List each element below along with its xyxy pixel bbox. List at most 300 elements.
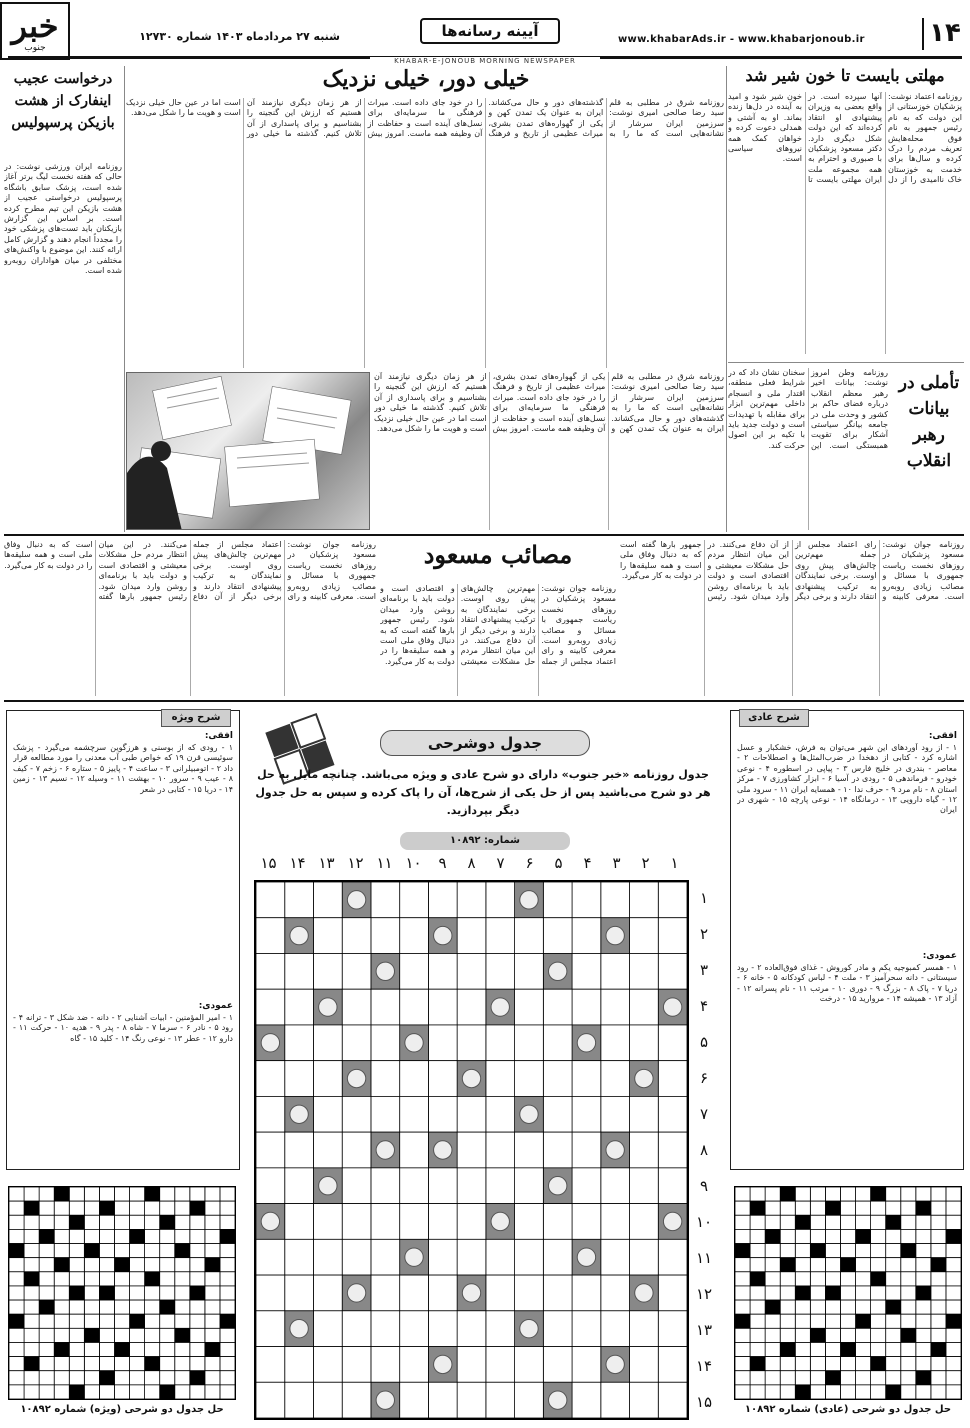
grid-block-cell bbox=[190, 1371, 205, 1385]
article-5-body: روزنامه جوان نوشت: مسعود پزشکیان در روزهای نخست ریاست جمهوری با مسائل و مصائب زیادی روبه‌رو است. معرفی کابینه و رای اعتماد مجلس از جمله مهم‌ترین چالش‌های پیش روی اوست. برخی نمایندگان به ترکیب پیشنهادی انتقاد دارند و برخی دیگر از آن دفاع می‌کنند. در این میان انتظار مردم حل مشکلات معیشتی و اقتصادی است و دولت باید با برنامه‌ای روشن وارد میدان شود. رئیس جمهور بارها گفته است که به دنبال وفاق ملی است و همه سلیقه‌ها را در دولت به کار می‌گیرد. bbox=[620, 540, 964, 602]
grid-cell bbox=[856, 1187, 871, 1201]
grid-cell bbox=[630, 1168, 659, 1204]
grid-cell bbox=[39, 1201, 54, 1215]
grid-cell bbox=[572, 1096, 601, 1132]
grid-cell bbox=[931, 1201, 946, 1215]
rose-block-icon bbox=[577, 1034, 595, 1052]
grid-cell bbox=[428, 989, 457, 1025]
grid-cell bbox=[69, 1314, 84, 1328]
grid-block-cell bbox=[205, 1258, 220, 1272]
grid-cell bbox=[9, 1371, 24, 1385]
normal-vertical-clues: ۱ - همسر کمبوجیه یکم و مادر کوروش - غذای فوق‌العاده ۲ - رود سیستانی - دانه سحرآمیز ۳ - ملت ۴ - لباس کودکانه ۵ - خانه ۶ - دریا ۷ - پاک ۸ - بزرگ ۹ - دوری ۱۰ - مرتب ۱۱ - نام پسرانه ۱۲ - آزاد ۱۳ - همیشه ۱۴ - مروارید ۱۵ - درخت bbox=[737, 963, 957, 1004]
rose-block-icon bbox=[405, 1248, 423, 1266]
grid-cell bbox=[658, 1025, 687, 1061]
grid-cell bbox=[901, 1371, 916, 1385]
grid-cell bbox=[428, 1096, 457, 1132]
grid-cell bbox=[750, 1300, 765, 1314]
grid-block-cell bbox=[175, 1244, 190, 1258]
grid-cell bbox=[515, 918, 544, 954]
grid-cell bbox=[840, 1215, 855, 1229]
grid-cell bbox=[342, 1347, 371, 1383]
grid-cell bbox=[371, 1204, 400, 1240]
grid-cell bbox=[457, 1382, 486, 1418]
grid-cell bbox=[543, 1239, 572, 1275]
grid-cell bbox=[130, 1300, 145, 1314]
grid-cell bbox=[24, 1215, 39, 1229]
grid-cell bbox=[601, 989, 630, 1025]
grid-cell bbox=[735, 1328, 750, 1342]
grid-cell bbox=[486, 1025, 515, 1061]
grid-cell bbox=[69, 1300, 84, 1314]
grid-cell bbox=[765, 1371, 780, 1385]
grid-cell bbox=[256, 1096, 285, 1132]
grid-cell bbox=[160, 1357, 175, 1371]
grid-block-cell bbox=[795, 1385, 810, 1399]
grid-cell bbox=[175, 1201, 190, 1215]
grid-cell bbox=[130, 1258, 145, 1272]
rose-block-icon bbox=[319, 1177, 337, 1195]
grid-cell bbox=[601, 1061, 630, 1097]
grid-block-cell bbox=[750, 1201, 765, 1215]
grid-cell bbox=[69, 1357, 84, 1371]
grid-cell bbox=[916, 1328, 931, 1342]
grid-cell bbox=[901, 1229, 916, 1243]
grid-cell bbox=[457, 1168, 486, 1204]
grid-cell bbox=[572, 1168, 601, 1204]
grid-block-cell bbox=[780, 1342, 795, 1356]
grid-cell bbox=[84, 1272, 99, 1286]
rose-block-icon bbox=[347, 1069, 365, 1087]
grid-cell bbox=[886, 1342, 901, 1356]
grid-cell bbox=[486, 918, 515, 954]
grid-row-number: ۸ bbox=[699, 1141, 709, 1159]
grid-block-cell bbox=[810, 1328, 825, 1342]
grid-cell bbox=[9, 1300, 24, 1314]
grid-cell bbox=[515, 1275, 544, 1311]
grid-cell bbox=[630, 989, 659, 1025]
grid-block-cell bbox=[750, 1272, 765, 1286]
grid-block-cell bbox=[886, 1385, 901, 1399]
grid-cell bbox=[543, 1275, 572, 1311]
grid-cell bbox=[160, 1201, 175, 1215]
normal-vertical-label: عمودی: bbox=[922, 951, 957, 961]
grid-row-number: ۲ bbox=[699, 925, 709, 943]
grid-cell bbox=[795, 1201, 810, 1215]
grid-block-cell bbox=[901, 1328, 916, 1342]
grid-cell bbox=[572, 1132, 601, 1168]
grid-cell bbox=[457, 953, 486, 989]
crossword-grid[interactable] bbox=[254, 880, 689, 1420]
solution-grid-special bbox=[8, 1186, 236, 1400]
grid-cell bbox=[457, 989, 486, 1025]
grid-block-cell bbox=[886, 1300, 901, 1314]
grid-cell bbox=[342, 1168, 371, 1204]
grid-cell bbox=[84, 1258, 99, 1272]
grid-cell bbox=[601, 1275, 630, 1311]
grid-cell bbox=[750, 1342, 765, 1356]
grid-cell bbox=[795, 1258, 810, 1272]
grid-cell bbox=[342, 1025, 371, 1061]
grid-cell bbox=[285, 1239, 314, 1275]
grid-cell bbox=[931, 1215, 946, 1229]
rose-block-icon bbox=[606, 1355, 624, 1373]
grid-cell bbox=[69, 1187, 84, 1201]
grid-cell bbox=[735, 1342, 750, 1356]
grid-cell bbox=[190, 1300, 205, 1314]
grid-cell bbox=[220, 1201, 235, 1215]
grid-cell bbox=[931, 1244, 946, 1258]
grid-cell bbox=[313, 918, 342, 954]
grid-cell bbox=[39, 1244, 54, 1258]
grid-cell bbox=[130, 1286, 145, 1300]
grid-cell bbox=[780, 1300, 795, 1314]
grid-cell bbox=[313, 1347, 342, 1383]
grid-cell bbox=[810, 1385, 825, 1399]
grid-cell bbox=[130, 1215, 145, 1229]
special-vertical-label: عمودی: bbox=[198, 1001, 233, 1011]
grid-cell bbox=[285, 1132, 314, 1168]
grid-cell bbox=[99, 1187, 114, 1201]
grid-row-number: ۴ bbox=[699, 997, 709, 1015]
grid-cell bbox=[572, 1061, 601, 1097]
grid-block-cell bbox=[145, 1187, 160, 1201]
grid-block-cell bbox=[750, 1357, 765, 1371]
grid-cell bbox=[39, 1314, 54, 1328]
grid-cell bbox=[54, 1300, 69, 1314]
grid-cell bbox=[160, 1244, 175, 1258]
grid-block-cell bbox=[946, 1229, 961, 1243]
grid-block-cell bbox=[160, 1300, 175, 1314]
grid-block-cell bbox=[871, 1187, 886, 1201]
article-3-title: خیلی دور، خیلی نزدیک bbox=[322, 66, 530, 92]
rose-block-icon bbox=[635, 1284, 653, 1302]
grid-cell bbox=[810, 1314, 825, 1328]
grid-cell bbox=[750, 1314, 765, 1328]
grid-cell bbox=[84, 1187, 99, 1201]
grid-block-cell bbox=[916, 1371, 931, 1385]
grid-cell bbox=[901, 1385, 916, 1399]
article-5-body-mid: روزنامه جوان نوشت: مسعود پزشکیان در روزهای نخست ریاست جمهوری با مسائل و مصائب زیادی روبه‌رو است. معرفی کابینه و رای اعتماد مجلس از جمله مهم‌ترین چالش‌های پیش روی اوست. برخی نمایندگان به ترکیب پیشنهادی انتقاد دارند و برخی دیگر از آن دفاع می‌کنند. در این میان انتظار مردم حل مشکلات معیشتی و اقتصادی است و دولت باید با برنامه‌ای روشن وارد میدان شود. رئیس جمهور بارها گفته است که به دنبال وفاق ملی است و همه سلیقه‌ها را در دولت به کار می‌گیرد. bbox=[380, 584, 616, 666]
grid-cell bbox=[175, 1229, 190, 1243]
grid-cell bbox=[840, 1286, 855, 1300]
puzzle-title: جدول دوشرحی bbox=[380, 730, 590, 756]
grid-row-number: ۱ bbox=[699, 889, 709, 907]
rose-block-icon bbox=[347, 891, 365, 909]
grid-cell bbox=[658, 1096, 687, 1132]
rose-block-icon bbox=[520, 891, 538, 909]
grid-cell bbox=[130, 1187, 145, 1201]
grid-cell bbox=[39, 1328, 54, 1342]
rose-block-icon bbox=[549, 1177, 567, 1195]
page-number: ۱۴ bbox=[922, 18, 966, 50]
grid-cell bbox=[780, 1286, 795, 1300]
grid-cell bbox=[735, 1187, 750, 1201]
grid-cell bbox=[99, 1272, 114, 1286]
grid-cell bbox=[457, 1096, 486, 1132]
grid-cell bbox=[750, 1229, 765, 1243]
banner-text: KHABAR-E-JONOUB MORNING NEWSPAPER bbox=[370, 57, 600, 67]
grid-cell bbox=[24, 1342, 39, 1356]
grid-cell bbox=[601, 1168, 630, 1204]
grid-cell bbox=[886, 1371, 901, 1385]
grid-cell bbox=[285, 1061, 314, 1097]
grid-cell bbox=[84, 1286, 99, 1300]
grid-cell bbox=[871, 1286, 886, 1300]
grid-cell bbox=[160, 1272, 175, 1286]
grid-cell bbox=[543, 1311, 572, 1347]
grid-cell bbox=[205, 1215, 220, 1229]
grid-cell bbox=[630, 1239, 659, 1275]
grid-cell bbox=[428, 1025, 457, 1061]
grid-cell bbox=[572, 1382, 601, 1418]
grid-cell bbox=[840, 1201, 855, 1215]
grid-cell bbox=[145, 1244, 160, 1258]
grid-cell bbox=[9, 1258, 24, 1272]
grid-cell bbox=[371, 989, 400, 1025]
grid-cell bbox=[190, 1187, 205, 1201]
grid-cell bbox=[69, 1229, 84, 1243]
grid-cell bbox=[735, 1286, 750, 1300]
grid-cell bbox=[750, 1328, 765, 1342]
grid-cell bbox=[371, 1061, 400, 1097]
grid-cell bbox=[54, 1385, 69, 1399]
grid-cell bbox=[220, 1215, 235, 1229]
grid-cell bbox=[54, 1244, 69, 1258]
grid-cell bbox=[886, 1314, 901, 1328]
grid-cell bbox=[256, 1132, 285, 1168]
grid-cell bbox=[205, 1286, 220, 1300]
grid-cell bbox=[39, 1342, 54, 1356]
article-2-title: تأملی در بیانات رهبر انقلاب bbox=[898, 373, 960, 471]
grid-cell bbox=[285, 1275, 314, 1311]
grid-cell bbox=[856, 1328, 871, 1342]
grid-cell bbox=[901, 1357, 916, 1371]
grid-block-cell bbox=[69, 1286, 84, 1300]
grid-cell bbox=[916, 1314, 931, 1328]
grid-cell bbox=[256, 953, 285, 989]
grid-cell bbox=[765, 1342, 780, 1356]
grid-cell bbox=[190, 1342, 205, 1356]
crossword-grid-svg bbox=[256, 882, 687, 1418]
grid-block-cell bbox=[24, 1272, 39, 1286]
grid-cell bbox=[160, 1342, 175, 1356]
grid-cell bbox=[515, 953, 544, 989]
grid-cell bbox=[825, 1215, 840, 1229]
grid-block-cell bbox=[160, 1385, 175, 1399]
grid-block-cell bbox=[886, 1215, 901, 1229]
grid-cell bbox=[175, 1342, 190, 1356]
grid-cell bbox=[84, 1385, 99, 1399]
rose-block-icon bbox=[261, 1212, 279, 1230]
grid-cell bbox=[780, 1201, 795, 1215]
grid-cell bbox=[795, 1314, 810, 1328]
grid-cell bbox=[630, 1096, 659, 1132]
grid-cell bbox=[856, 1244, 871, 1258]
special-clues-label: شرح ویژه bbox=[161, 709, 231, 727]
grid-cell bbox=[457, 918, 486, 954]
grid-block-cell bbox=[99, 1286, 114, 1300]
article-4-body: روزنامه ایران ورزشی نوشت: در حالی که هفته نخست لیگ برتر آغاز شده است، پزشک سابق باشگاه پرسپولیس درخواستی عجیب از هشت بازیکن این تیم مطرح کرده است. بر اساس این گزارش بازیکنان باید تست‌های پزشکی خود را مجدداً انجام دهند و گزارش کامل ارائه کنند. این موضوع با واکنش‌های مختلفی در میان هواداران روبه‌رو شده است. bbox=[4, 162, 122, 276]
grid-cell bbox=[54, 1328, 69, 1342]
grid-cell bbox=[825, 1272, 840, 1286]
grid-cell bbox=[630, 1132, 659, 1168]
grid-block-cell bbox=[931, 1342, 946, 1356]
grid-cell bbox=[572, 882, 601, 918]
grid-cell bbox=[39, 1258, 54, 1272]
grid-cell bbox=[601, 882, 630, 918]
grid-cell bbox=[931, 1187, 946, 1201]
grid-cell bbox=[871, 1328, 886, 1342]
grid-cell bbox=[780, 1328, 795, 1342]
grid-block-cell bbox=[735, 1314, 750, 1328]
grid-row-number: ۱۱ bbox=[695, 1249, 713, 1267]
grid-cell bbox=[916, 1244, 931, 1258]
grid-block-cell bbox=[220, 1314, 235, 1328]
grid-cell bbox=[886, 1357, 901, 1371]
grid-cell bbox=[901, 1286, 916, 1300]
grid-cell bbox=[400, 882, 429, 918]
grid-block-cell bbox=[160, 1215, 175, 1229]
grid-cell bbox=[313, 1311, 342, 1347]
rose-block-icon bbox=[663, 998, 681, 1016]
special-horizontal-label: افقی: bbox=[204, 731, 233, 741]
grid-cell bbox=[99, 1215, 114, 1229]
grid-cell bbox=[220, 1371, 235, 1385]
grid-cell bbox=[840, 1187, 855, 1201]
grid-cell bbox=[486, 1311, 515, 1347]
grid-cell bbox=[9, 1229, 24, 1243]
grid-block-cell bbox=[825, 1201, 840, 1215]
grid-cell bbox=[871, 1215, 886, 1229]
grid-cell bbox=[160, 1371, 175, 1385]
grid-cell bbox=[901, 1215, 916, 1229]
grid-cell bbox=[160, 1286, 175, 1300]
grid-cell bbox=[205, 1385, 220, 1399]
grid-cell bbox=[825, 1258, 840, 1272]
rose-block-icon bbox=[520, 1105, 538, 1123]
grid-cell bbox=[190, 1258, 205, 1272]
grid-cell bbox=[486, 1382, 515, 1418]
grid-cell bbox=[901, 1201, 916, 1215]
grid-cell bbox=[24, 1385, 39, 1399]
grid-cell bbox=[342, 1132, 371, 1168]
grid-cell bbox=[515, 1025, 544, 1061]
grid-cell bbox=[901, 1272, 916, 1286]
grid-cell bbox=[916, 1187, 931, 1201]
grid-cell bbox=[342, 1204, 371, 1240]
grid-cell bbox=[9, 1272, 24, 1286]
grid-cell bbox=[658, 918, 687, 954]
grid-cell bbox=[130, 1272, 145, 1286]
grid-cell bbox=[256, 1239, 285, 1275]
grid-cell bbox=[39, 1187, 54, 1201]
grid-cell bbox=[886, 1272, 901, 1286]
grid-cell bbox=[856, 1201, 871, 1215]
grid-block-cell bbox=[9, 1244, 24, 1258]
solution-grid-normal bbox=[734, 1186, 962, 1400]
rose-block-icon bbox=[405, 1034, 423, 1052]
grid-cell bbox=[543, 882, 572, 918]
grid-block-cell bbox=[54, 1258, 69, 1272]
grid-cell bbox=[9, 1385, 24, 1399]
grid-cell bbox=[840, 1385, 855, 1399]
grid-cell bbox=[901, 1300, 916, 1314]
grid-cell bbox=[946, 1357, 961, 1371]
section-title: آیینه رسانه‌ها bbox=[420, 18, 560, 44]
grid-cell bbox=[795, 1244, 810, 1258]
grid-cell bbox=[750, 1244, 765, 1258]
grid-row-number: ۱۳ bbox=[695, 1321, 713, 1339]
grid-cell bbox=[313, 1382, 342, 1418]
grid-cell bbox=[9, 1215, 24, 1229]
grid-block-cell bbox=[780, 1258, 795, 1272]
grid-cell bbox=[24, 1244, 39, 1258]
grid-cell bbox=[220, 1244, 235, 1258]
grid-cell bbox=[145, 1328, 160, 1342]
grid-cell bbox=[457, 1239, 486, 1275]
grid-cell bbox=[205, 1328, 220, 1342]
grid-cell bbox=[795, 1371, 810, 1385]
grid-cell bbox=[916, 1342, 931, 1356]
grid-cell bbox=[342, 918, 371, 954]
grid-block-cell bbox=[54, 1187, 69, 1201]
grid-cell bbox=[840, 1314, 855, 1328]
grid-cell bbox=[220, 1286, 235, 1300]
grid-cell bbox=[285, 882, 314, 918]
grid-row-number: ۱۵ bbox=[695, 1393, 713, 1411]
grid-cell bbox=[205, 1272, 220, 1286]
grid-cell bbox=[856, 1272, 871, 1286]
grid-block-cell bbox=[780, 1187, 795, 1201]
grid-cell bbox=[946, 1328, 961, 1342]
grid-cell bbox=[457, 1347, 486, 1383]
grid-cell bbox=[601, 1096, 630, 1132]
grid-cell bbox=[840, 1371, 855, 1385]
grid-block-cell bbox=[795, 1286, 810, 1300]
grid-cell bbox=[543, 1347, 572, 1383]
grid-cell bbox=[190, 1328, 205, 1342]
grid-column-numbers bbox=[254, 854, 689, 876]
grid-block-cell bbox=[871, 1357, 886, 1371]
grid-cell bbox=[256, 1347, 285, 1383]
grid-cell bbox=[114, 1371, 129, 1385]
grid-cell bbox=[825, 1244, 840, 1258]
grid-col-number: ۱۴ bbox=[289, 854, 306, 872]
grid-cell bbox=[931, 1272, 946, 1286]
grid-cell bbox=[371, 1168, 400, 1204]
grid-cell bbox=[810, 1300, 825, 1314]
grid-cell bbox=[69, 1371, 84, 1385]
grid-cell bbox=[428, 1168, 457, 1204]
grid-cell bbox=[810, 1187, 825, 1201]
grid-cell bbox=[856, 1215, 871, 1229]
grid-cell bbox=[457, 1204, 486, 1240]
masthead bbox=[0, 0, 970, 64]
grid-cell bbox=[871, 1300, 886, 1314]
grid-cell bbox=[190, 1272, 205, 1286]
grid-cell bbox=[99, 1300, 114, 1314]
newspapers-collage-image bbox=[126, 372, 370, 530]
grid-cell bbox=[145, 1342, 160, 1356]
grid-cell bbox=[313, 1025, 342, 1061]
grid-cell bbox=[9, 1328, 24, 1342]
grid-cell bbox=[486, 1132, 515, 1168]
grid-cell bbox=[84, 1300, 99, 1314]
grid-cell bbox=[220, 1272, 235, 1286]
grid-cell bbox=[175, 1314, 190, 1328]
grid-cell bbox=[515, 1061, 544, 1097]
grid-cell bbox=[572, 989, 601, 1025]
